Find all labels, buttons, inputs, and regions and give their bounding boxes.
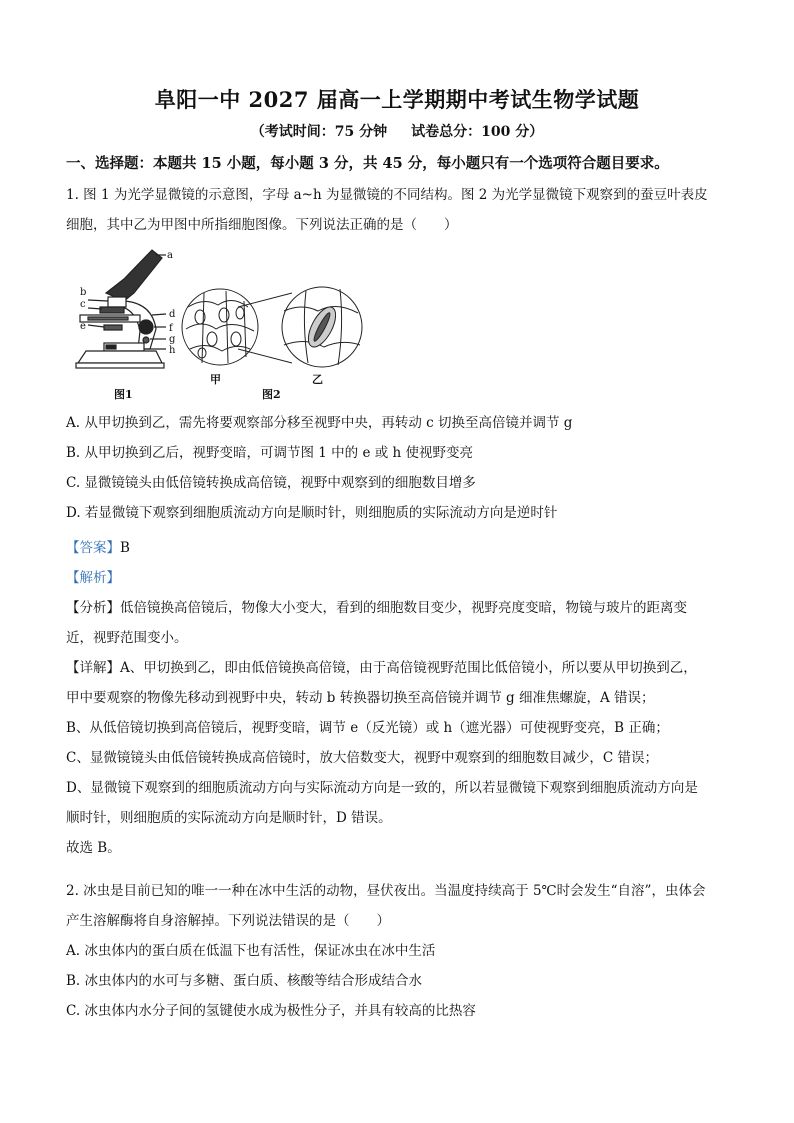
xiangjie-line3: B、从低倍镜切换到高倍镜后，视野变暗，调节 e（反光镜）或 h（遮光器）可使视野变亮，B 正确； — [66, 720, 669, 736]
fenxi-line1 — [66, 593, 728, 623]
option-a: A. 从甲切换到乙，需先将要观察部分移至视野中央，再转动 c 切换至高倍镜并调节 g — [66, 415, 573, 431]
question-1-stem — [66, 180, 728, 240]
xiangjie-tag: 【详解】 — [66, 660, 120, 676]
label-g: g — [169, 334, 176, 345]
fenxi-text1: 低倍镜换高倍镜后，物像大小变大，看到的细胞数目变少，视野亮度变暗，物镜与玻片的距离变 — [120, 600, 687, 616]
exam-score: 试卷总分：100 分） — [411, 124, 544, 140]
answer-tag: 【答案】 — [66, 540, 120, 556]
microscope-diagram — [66, 245, 376, 405]
question-1-options — [66, 408, 728, 528]
fig2-caption: 图2 — [262, 388, 281, 401]
label-jia: 甲 — [210, 373, 221, 386]
microscope-figure — [66, 245, 376, 405]
option-b: B. 从甲切换到乙后，视野变暗，可调节图 1 中的 e 或 h 使视野变亮 — [66, 445, 474, 461]
answer-block — [66, 533, 728, 863]
answer-value: B — [120, 540, 130, 556]
section-heading: 一、选择题：本题共 15 小题，每小题 3 分，共 45 分，每小题只有一个选项符合题目要求。 — [66, 155, 669, 172]
page-title: 阜阳一中 2027 届高一上学期期中考试生物学试题 — [154, 87, 640, 112]
fig1-caption: 图1 — [114, 388, 133, 401]
question-2-stem-line2: 产生溶解酶将自身溶解掉。下列说法错误的是（ ） — [66, 913, 390, 929]
option-c: C. 显微镜镜头由低倍镜转换成高倍镜，视野中观察到的细胞数目增多 — [66, 475, 476, 491]
fenxi-tag: 【分析】 — [66, 600, 120, 616]
analysis-tag: 【解析】 — [66, 570, 120, 586]
label-c: c — [80, 299, 86, 310]
conclusion: 故选 B。 — [66, 840, 121, 856]
label-f: f — [169, 323, 173, 334]
label-a: a — [167, 250, 173, 261]
exam-info — [0, 121, 794, 141]
question-2 — [66, 876, 728, 1026]
q2-option-b: B. 冰虫体内的水可与多糖、蛋白质、核酸等结合形成结合水 — [66, 973, 423, 989]
label-h: h — [169, 345, 176, 356]
xiangjie-line1 — [66, 653, 728, 683]
label-yi: 乙 — [312, 373, 323, 386]
xiangjie-line4: C、显微镜镜头由低倍镜转换成高倍镜时，放大倍数变大，视野中观察到的细胞数目减少，C 错误； — [66, 750, 658, 766]
label-b: b — [80, 287, 87, 298]
question-1-stem-line2: 细胞，其中乙为甲图中所指细胞图像。下列说法正确的是（ ） — [66, 217, 458, 233]
q2-option-a: A. 冰虫体内的蛋白质在低温下也有活性，保证冰虫在冰中生活 — [66, 943, 436, 959]
question-2-stem-line1: 2. 冰虫是目前已知的唯一一种在冰中生活的动物，昼伏夜出。当温度持续高于 5℃时会发生“自溶”，虫体会 — [66, 883, 706, 899]
xiangjie-line2: 甲中要观察的物像先移动到视野中央，转动 b 转换器切换至高倍镜并调节 g 细准焦螺旋，A 错误； — [66, 690, 655, 706]
answer-line — [66, 533, 728, 563]
option-d: D. 若显微镜下观察到细胞质流动方向是顺时针，则细胞质的实际流动方向是逆时针 — [66, 505, 558, 521]
q2-option-c: C. 冰虫体内水分子间的氢键使水成为极性分子，并具有较高的比热容 — [66, 1003, 476, 1019]
xiangjie-text1: A、甲切换到乙，即由低倍镜换高倍镜，由于高倍镜视野范围比低倍镜小，所以要从甲切换到乙， — [120, 660, 697, 676]
question-1-stem-line1: 1. 图 1 为光学显微镜的示意图，字母 a~h 为显微镜的不同结构。图 2 为光学显微镜下观察到的蚕豆叶表皮 — [66, 187, 708, 203]
xiangjie-line6: 顺时针，则细胞质的实际流动方向是顺时针，D 错误。 — [66, 810, 392, 826]
label-d: d — [169, 309, 176, 320]
label-e: e — [80, 321, 86, 332]
exam-time: （考试时间：75 分钟 — [250, 124, 388, 140]
fenxi-line2: 近，视野范围变小。 — [66, 630, 188, 646]
xiangjie-line5: D、显微镜下观察到的细胞质流动方向与实际流动方向是一致的，所以若显微镜下观察到细胞质流动方向是 — [66, 780, 698, 796]
